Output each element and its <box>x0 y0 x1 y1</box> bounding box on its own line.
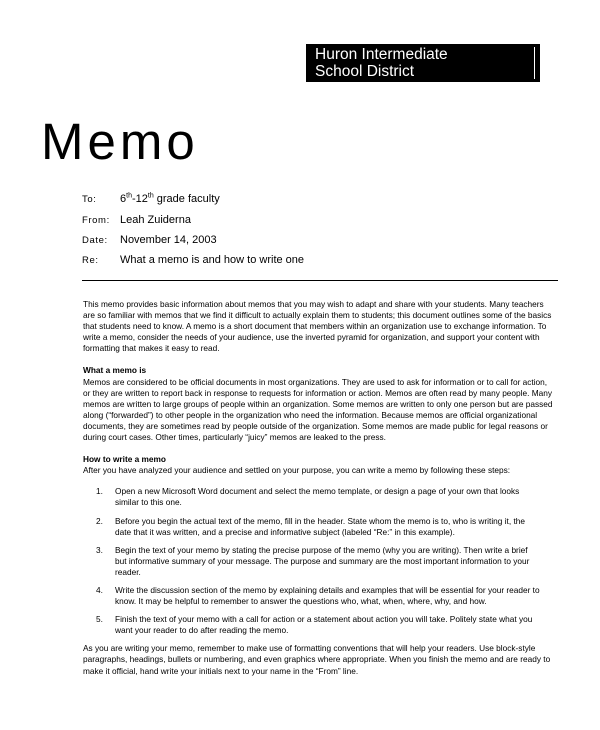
date-label: Date: <box>82 235 108 246</box>
step-number: 1. <box>96 486 103 497</box>
date-value: November 14, 2003 <box>120 234 217 246</box>
memo-body <box>83 299 553 677</box>
to-label: To: <box>82 194 97 205</box>
from-row <box>82 213 552 228</box>
step-text: Begin the text of your memo by stating the precise purpose of the memo (why you are writing). Then write a brief but informative summary of your message. The purpose and summary are the most important information to your reader. <box>115 544 530 577</box>
step-number: 3. <box>96 544 103 555</box>
section-how-paragraph: After you have analyzed your audience and settled on your purpose, you can write a memo by following these steps: <box>83 465 511 476</box>
step-text: Open a new Microsoft Word document and select the memo template, or design a page of your own that looks similar to this one. <box>115 486 520 508</box>
list-item <box>83 545 553 578</box>
section-heading-how: How to write a memo <box>83 454 166 465</box>
step-number: 2. <box>96 515 103 526</box>
intro-paragraph: This memo provides basic information about memos that you may wish to adapt and share with your students. Many teachers are so familiar with memos that we find it difficult to actually explain them to students; this document outlines some of the basics that students need to know. A memo is a short document that members within an organization use to exchange information. To write a memo, consider the needs of your audience, use the inverted pyramid for organization, and support your content with formatting that makes it easy to read. <box>83 299 552 354</box>
to-row <box>82 192 552 207</box>
date-row <box>82 233 552 248</box>
steps-list <box>83 486 553 636</box>
banner-rule <box>534 47 535 79</box>
section-heading-what: What a memo is <box>83 365 147 376</box>
step-number: 4. <box>96 584 103 595</box>
list-item <box>83 486 553 508</box>
step-text: Finish the text of your memo with a call for action or a statement about action you will take. Politely state what you want your reader to do after reading the memo. <box>115 614 533 636</box>
step-number: 5. <box>96 614 103 625</box>
memo-title: Memo <box>41 113 199 170</box>
section-what-paragraph: Memos are considered to be official documents in most organizations. They are used to ask for information or to call for action, or they are written to report back in response to requests for information or action. Memos are often read by many people. Many memos are written to large groups of people within an organization. Some memos are written to only one person but are passed along (“forwarded”) to other people in the organization who need the information. Because memos are official organizational documents, they are sometimes read by people outside of the organization. Some memos are made public for legal reasons or during court cases. Other times, particularly “juicy” memos are leaked to the press. <box>83 376 553 443</box>
re-value: What a memo is and how to write one <box>120 254 305 266</box>
list-item <box>83 614 553 636</box>
step-text: Write the discussion section of the memo by explaining details and examples that will be essential for your reader to know. It may be helpful to remember to answer the questions who, what, when, where, why, and how. <box>115 584 540 607</box>
re-label: Re: <box>82 255 99 266</box>
list-item <box>83 516 553 538</box>
closing-paragraph: As you are writing your memo, remember to make use of formatting conventions that will help your readers. Use block-style paragraphs, headings, bullets or numbering, and even graphics where appropriate. When you finish the memo and are ready to make it official, hand write your initials next to your name in the “From” line. <box>83 643 551 676</box>
from-label: From: <box>82 215 110 226</box>
re-row <box>82 253 552 268</box>
from-value: Leah Zuiderna <box>120 214 191 226</box>
to-value: 6th-12th grade faculty <box>120 192 220 205</box>
district-name-line2: School District <box>315 63 415 80</box>
district-banner <box>306 44 540 82</box>
list-item <box>83 585 553 607</box>
header-divider <box>82 280 558 281</box>
step-text: Before you begin the actual text of the memo, fill in the header. State whom the memo is to, who is writing it, the date that it was written, and a precise and informative subject (labeled “Re:” in this example). <box>115 515 525 537</box>
district-name-line1: Huron Intermediate <box>315 46 448 63</box>
